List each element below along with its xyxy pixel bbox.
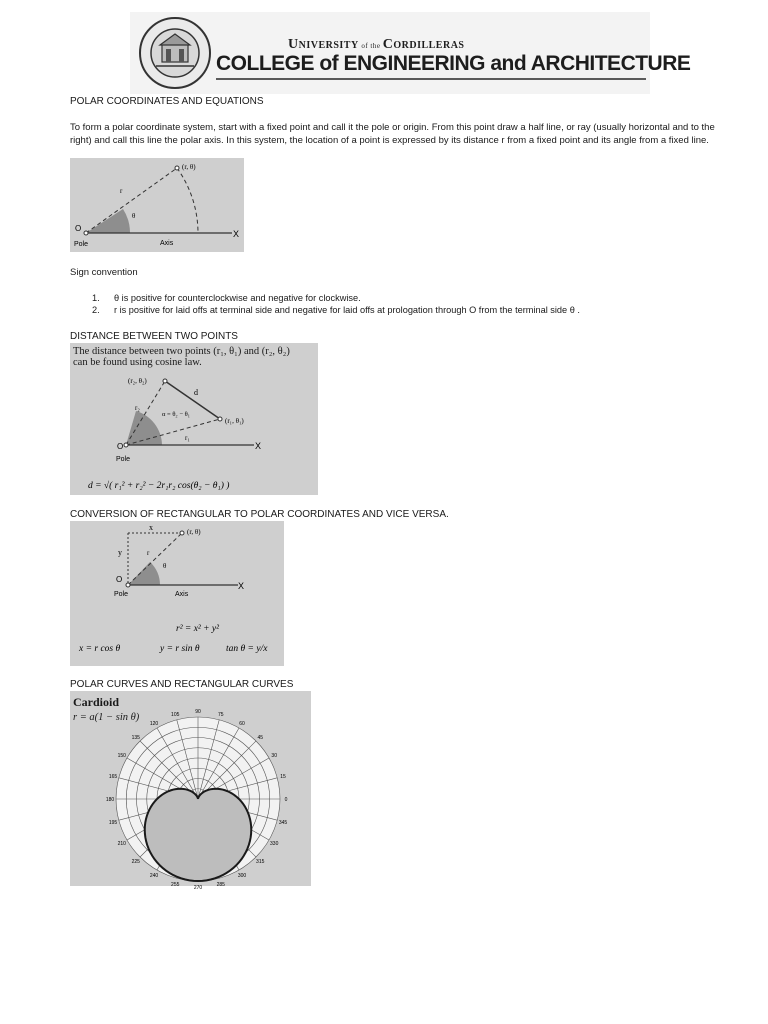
distance-formula: d = √( r₁² + r₂² − 2r₁r₂ cos(θ₂ − θ₁) ) [88, 481, 230, 491]
angle-sector [128, 562, 160, 585]
formula-y: y = r sin θ [160, 644, 200, 654]
angle-label: 0 [284, 797, 288, 803]
angle-label: 270 [193, 885, 203, 891]
r2-label: r₂ [135, 404, 140, 412]
formula-r2: r² = x² + y² [176, 624, 219, 634]
alpha-sector [126, 411, 162, 445]
angle-label: 60 [239, 720, 245, 727]
point-label: (r, θ) [182, 163, 196, 171]
theta-label: θ [132, 212, 136, 220]
pole-label: Pole [114, 591, 129, 598]
p2-label: (r₂, θ₂) [128, 377, 147, 385]
angle-label: 345 [278, 819, 288, 826]
angle-label: 90 [195, 709, 201, 715]
sign-convention-list [92, 293, 580, 315]
pole-marker [84, 231, 88, 235]
angle-label: 255 [171, 882, 180, 889]
x-label: X [233, 229, 240, 239]
intro-paragraph [70, 121, 720, 147]
angle-label: 225 [131, 859, 140, 866]
point1-marker [218, 417, 222, 421]
alpha-label: α = θ₂ − θ₁ [162, 411, 190, 418]
angle-label: 180 [105, 797, 115, 803]
d-label: d [194, 388, 198, 397]
angle-label: 150 [117, 753, 126, 759]
angle-label: 30 [271, 753, 277, 759]
x-label: X [255, 441, 262, 451]
document-header [130, 12, 691, 94]
o-label: O [116, 575, 123, 584]
intro-line-2: right) and call this line the polar axis. In this system, the location of a point is expressed by its distance r from a fixed point and its angle from a fixed line. [70, 135, 709, 146]
college-name: COLLEGE of ENGINEERING and ARCHITECTURE [216, 52, 691, 75]
polar-grid [70, 691, 311, 891]
distance-figure [70, 343, 318, 495]
r-label: r [120, 187, 123, 195]
arc-guide [177, 168, 198, 233]
angle-label: 45 [257, 734, 264, 741]
section-heading-conversion: CONVERSION OF RECTANGULAR TO POLAR COORDINATES AND VICE VERSA. [70, 509, 449, 520]
angle-label: 165 [108, 774, 118, 781]
angle-label: 240 [149, 873, 159, 880]
angle-sector [86, 209, 130, 233]
pole-label: Pole [116, 456, 131, 463]
college-seal-logo [138, 16, 212, 90]
r-label: r [147, 549, 150, 557]
pole-marker [126, 583, 130, 587]
section-heading-polar: POLAR COORDINATES AND EQUATIONS [70, 96, 264, 107]
angle-label: 75 [217, 711, 224, 718]
o-label: O [117, 442, 124, 451]
conversion-figure [70, 521, 284, 666]
polar-coordinate-figure [70, 158, 244, 252]
angle-label: 105 [171, 711, 180, 718]
angle-label: 195 [108, 819, 118, 826]
intro-line-1: To form a polar coordinate system, start with a fixed point and call it the pole or origin. From this point draw a half line, or ray (usually horizontal and to the [70, 122, 715, 133]
x-label: X [238, 581, 245, 591]
theta-label: θ [163, 562, 167, 570]
pole-marker [124, 443, 128, 447]
p1-label: (r₁, θ₁) [225, 417, 244, 425]
cardioid-title: Cardioid [73, 695, 120, 709]
y-label: y [118, 548, 122, 557]
section-heading-distance: DISTANCE BETWEEN TWO POINTS [70, 331, 238, 342]
section-heading-curves: POLAR CURVES AND RECTANGULAR CURVES [70, 679, 294, 690]
formula-tan: tan θ = y/x [226, 644, 268, 654]
cardioid-equation: r = a(1 − sin θ) [73, 712, 140, 723]
angle-label: 135 [131, 734, 140, 741]
pole-label: Pole [74, 241, 89, 248]
list-item: 2. r is positive for laid offs at terminal side and negative for laid offs at prologation through O from the terminal side θ . [92, 305, 580, 315]
axis-label: Axis [175, 591, 189, 598]
point-label: (r, θ) [187, 528, 201, 536]
list-item: 1. θ is positive for counterclockwise and negative for clockwise. [92, 293, 361, 303]
cardioid-figure [70, 691, 311, 891]
point-marker [180, 531, 184, 535]
point-marker [175, 166, 179, 170]
angle-label: 15 [280, 774, 286, 781]
angle-label: 300 [237, 873, 247, 880]
angle-label: 330 [270, 841, 279, 847]
angle-label: 120 [149, 720, 159, 727]
angle-label: 210 [117, 841, 126, 847]
axis-label: Axis [160, 240, 174, 247]
angle-label: 285 [216, 882, 225, 889]
o-label: O [75, 224, 82, 233]
point2-marker [163, 379, 167, 383]
x-top-label: x [149, 523, 153, 532]
header-divider [216, 78, 646, 80]
angle-label: 315 [256, 859, 265, 866]
sign-convention-title: Sign convention [70, 267, 138, 278]
formula-x: x = r cos θ [79, 644, 121, 654]
cardioid-curve [145, 789, 252, 881]
r1-label: r₁ [185, 434, 190, 442]
university-name: UNIVERSITY of the CORDILLERAS [288, 37, 465, 52]
radius-line [86, 168, 177, 233]
distance-caption: The distance between two points (r₁, θ₁) and (r₂, θ₂) can be found using cosine law. [73, 346, 290, 368]
